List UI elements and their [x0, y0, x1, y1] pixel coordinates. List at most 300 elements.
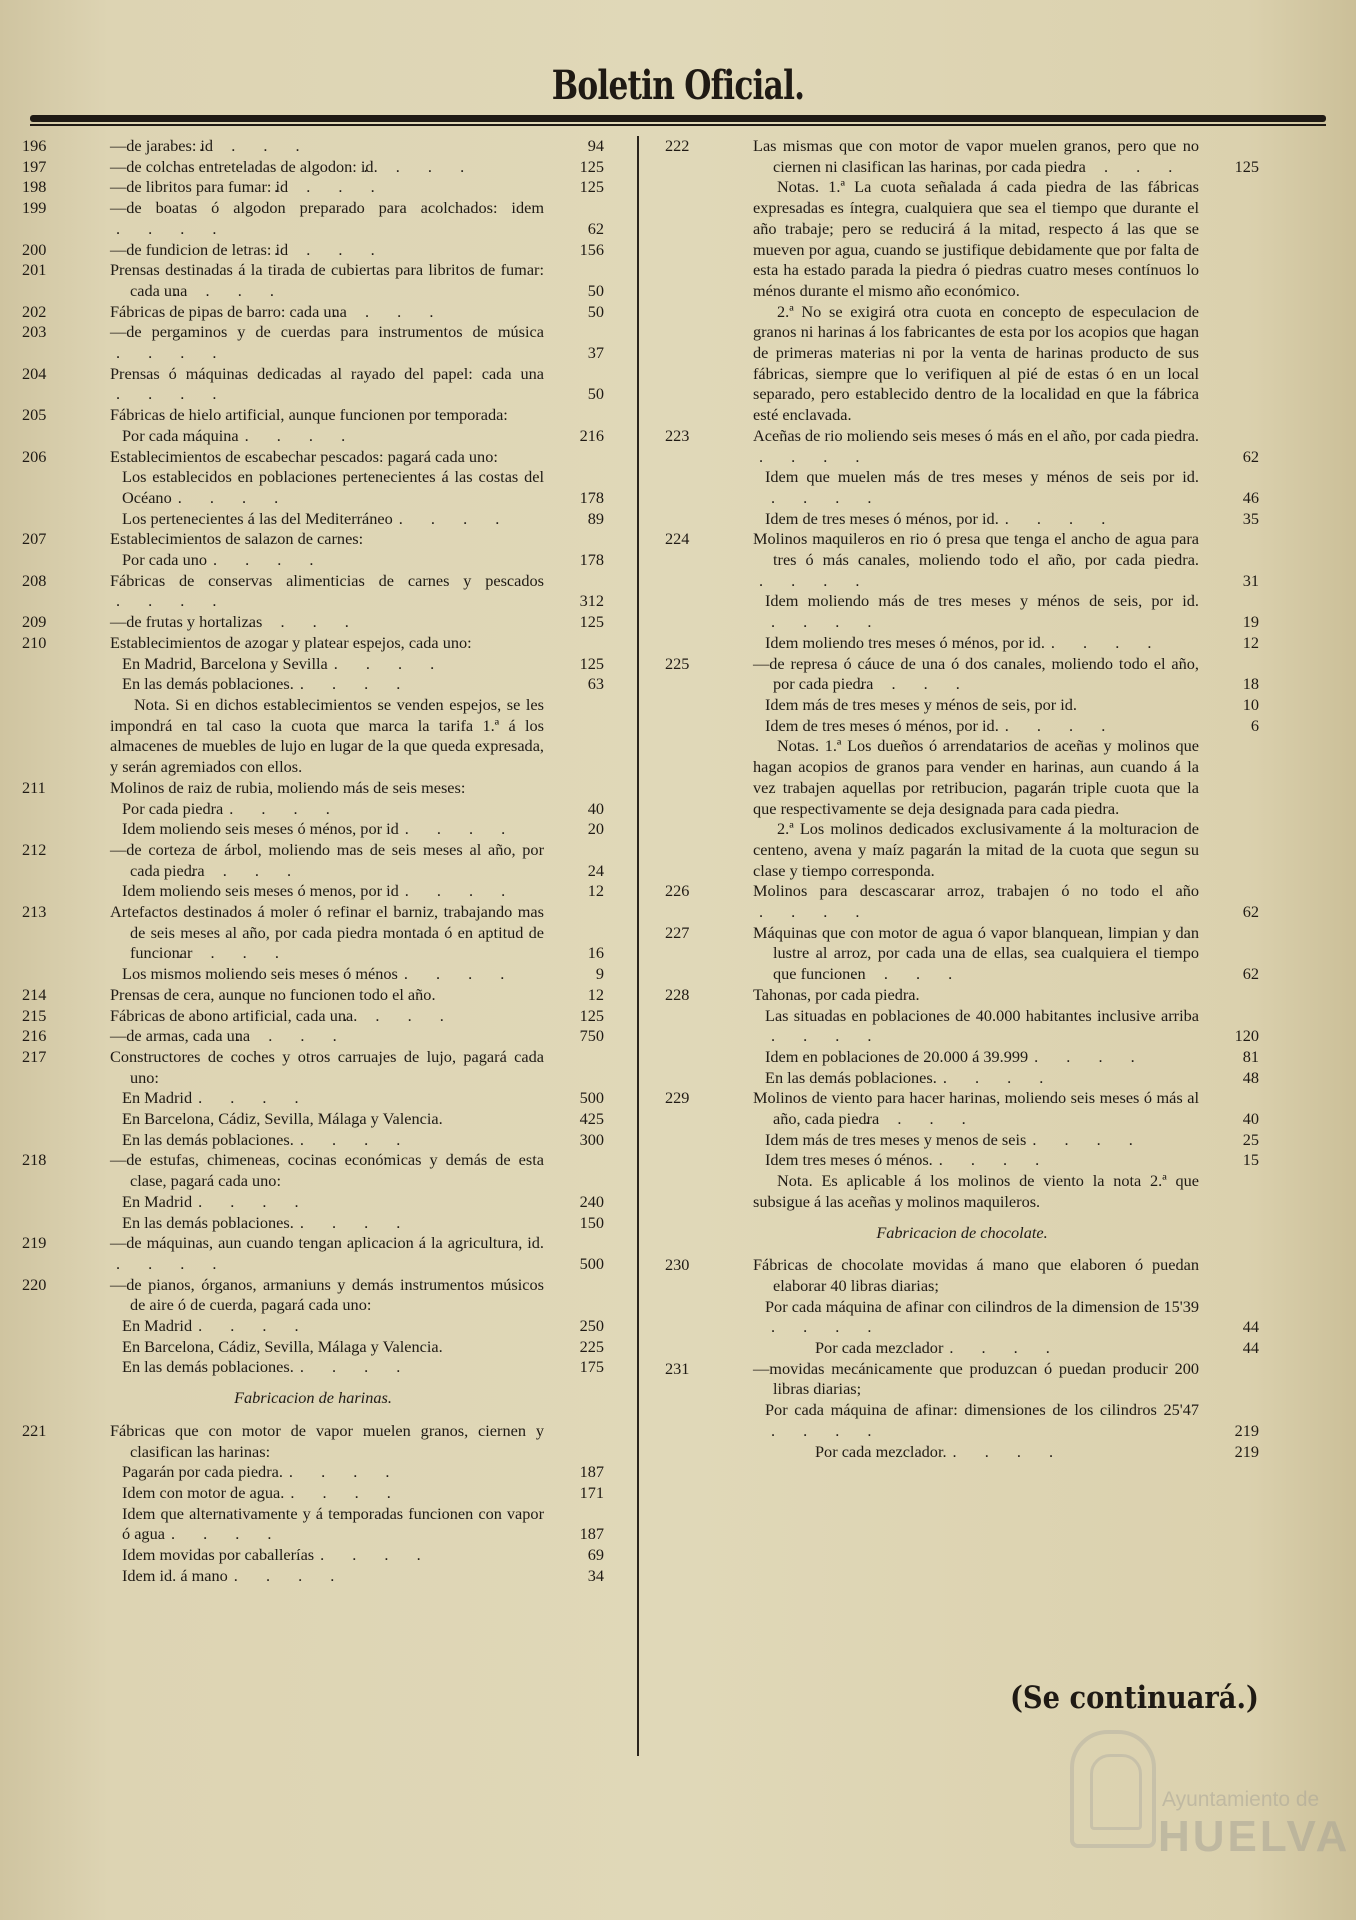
tariff-entry [22, 240, 604, 261]
tariff-entry [22, 819, 604, 840]
entry-value: 10 [1242, 694, 1259, 714]
entry-text: —de represa ó cáuce de una ó dos canales, moliendo todo el año, por cada piedra [753, 653, 1199, 694]
entry-value: 175 [579, 1357, 604, 1377]
tariff-entry [22, 529, 604, 550]
dot-leader: . . . . [290, 1483, 403, 1502]
dot-leader: . . . . [199, 136, 312, 155]
tariff-entry [22, 1192, 604, 1213]
tariff-entry [22, 447, 604, 468]
entry-number: 225 [665, 653, 690, 673]
column-divider [637, 136, 639, 1756]
entry-text: 2.ª Los molinos dedicados exclusivamente á la molturacion de centeno, avena y maíz pagarán la mitad de la cuota que segun su clase y tiempo corresponda. [753, 819, 1199, 880]
entry-text: —de libritos para fumar: id [110, 177, 289, 197]
entry-text: En las demás poblaciones. [122, 674, 294, 694]
entry-value: 37 [587, 343, 604, 363]
entry-text: Notas. 1.ª Los dueños ó arrendatarios de aceñas y molinos que hagan acopios de granos para vender en harinas, aun cuando á la vez trabajen aquellas por retribucion, pagarán triple cuota que la que respectivamente se deja designada para cada piedra. [753, 736, 1199, 818]
entry-value: 31 [1242, 570, 1259, 590]
tariff-entry [22, 571, 604, 612]
entry-text: Molinos para descascarar arroz, trabajen ó no todo el año [753, 881, 1199, 901]
entry-text: Idem de tres meses ó ménos, por id. [765, 508, 999, 528]
entry-text: Fábricas de pipas de barro: cada una [110, 301, 347, 321]
entry-value: 19 [1242, 612, 1259, 632]
entry-number: 231 [665, 1358, 690, 1378]
entry-number: 215 [22, 1005, 47, 1025]
entry-text: Los pertenecientes á las del Mediterráneo [122, 508, 393, 528]
entry-text: Idem moliendo seis meses ó menos, por id [122, 881, 399, 901]
dot-leader: . . . . [233, 1565, 347, 1585]
dot-leader: . . . . [404, 819, 518, 839]
dot-leader: . . . . [363, 156, 477, 176]
tariff-entry [22, 509, 604, 530]
tariff-entry [22, 1088, 604, 1109]
entry-text: En las demás poblaciones. [122, 1129, 294, 1149]
dot-leader: . . . . [403, 964, 517, 984]
dot-leader: . . . . [1004, 715, 1118, 735]
tariff-note [665, 1171, 1259, 1212]
entry-text: Idem que muelen más de tres meses y ménos de seis por id. [765, 467, 1199, 487]
tariff-entry [22, 902, 604, 964]
entry-value: 156 [579, 239, 604, 259]
dot-leader: . . . . [190, 860, 304, 880]
tariff-entry [665, 881, 1259, 922]
entry-text: Por cada uno [122, 550, 207, 570]
dot-leader: . . . . [173, 280, 286, 300]
tariff-entry [665, 467, 1259, 508]
entry-number: 210 [22, 632, 47, 652]
entry-text: Idem id. á mano [122, 1565, 228, 1585]
entry-number: 198 [22, 177, 47, 197]
entry-value: 50 [587, 384, 604, 404]
tariff-entry [22, 881, 604, 902]
entry-value: 44 [1242, 1317, 1259, 1337]
entry-number: 214 [22, 984, 47, 1004]
tariff-entry [665, 923, 1259, 985]
tariff-entry [22, 177, 604, 198]
tariff-note [665, 302, 1259, 426]
dot-leader: . . . . [178, 943, 291, 963]
tariff-entry [665, 1088, 1259, 1129]
tariff-entry [22, 778, 604, 799]
tariff-entry [22, 1316, 604, 1337]
dot-leader: . . . . [343, 1005, 456, 1025]
entry-value: 46 [1242, 487, 1259, 507]
entry-value: 225 [579, 1336, 604, 1356]
entry-value: 125 [1234, 156, 1259, 176]
entry-number: 209 [22, 612, 47, 632]
entry-number: 211 [22, 777, 46, 797]
dot-leader: . . . . [244, 425, 358, 445]
entry-text: Prensas de cera, aunque no funcionen todo el año. [110, 984, 436, 1004]
tariff-entry [22, 985, 604, 1006]
tariff-entry [665, 509, 1259, 530]
entry-value: 16 [587, 943, 604, 963]
tariff-entry [22, 1213, 604, 1234]
dot-leader: . . . . [759, 570, 872, 590]
tariff-entry [22, 1233, 604, 1274]
tariff-entry [22, 1275, 604, 1316]
entry-text: En las demás poblaciones. [122, 1357, 294, 1377]
header-rule-thin [30, 124, 1326, 126]
entry-number: 202 [22, 301, 47, 321]
entry-text: Pagarán por cada piedra. [122, 1462, 283, 1482]
section-heading: Fabricacion de chocolate. [876, 1222, 1048, 1242]
dot-leader: . . . . [170, 1524, 284, 1544]
entry-text: Nota. Es aplicable á los molinos de viento la nota 2.ª que subsigue á las aceñas y molinos maquileros. [753, 1171, 1199, 1211]
entry-text: Tahonas, por cada piedra. [753, 984, 920, 1004]
entry-text: Fábricas de conservas alimenticias de carnes y pescados [110, 570, 544, 590]
entry-text: Notas. 1.ª La cuota señalada á cada piedra de las fábricas expresadas es íntegra, cualquiera que sea el tiempo que durante el año trabaje; pero se reducirá á la mitad, respecto á las que se mueven por agua, cuando se justifique debidamente que por falta de esta ha estado parada la piedra ó piedras cuatro meses contínuos lo ménos durante el mismo año económico. [753, 177, 1199, 300]
entry-text: Por cada mezclador. [815, 1441, 947, 1461]
dot-leader: . . . . [1004, 508, 1118, 528]
entry-value: 24 [587, 860, 604, 880]
entry-number: 220 [22, 1274, 47, 1294]
entry-value: 62 [1242, 902, 1259, 922]
tariff-entry [665, 695, 1259, 716]
entry-text: Máquinas que con motor de agua ó vapor blanquean, limpian y dan lustre al arroz, por cada una de ellas, sea cualquiera el tiempo que funcionen [753, 922, 1199, 984]
entry-text: Fábricas que con motor de vapor muelen granos, ciernen y clasifican las harinas: [110, 1420, 544, 1461]
entry-number: 221 [22, 1420, 47, 1440]
entry-value: 216 [579, 425, 604, 445]
tariff-entry [665, 529, 1259, 591]
dot-leader: . . . . [771, 1317, 884, 1337]
tariff-entry [665, 591, 1259, 632]
entry-text: Las mismas que con motor de vapor muelen granos, pero que no ciernen ni clasifican las harinas, por cada piedra [753, 136, 1199, 176]
entry-text: —de boatas ó algodon preparado para acolchados: idem [110, 198, 544, 218]
tariff-entry [22, 799, 604, 820]
entry-text: Establecimientos de salazon de carnes: [110, 529, 364, 549]
entry-text: Molinos de viento para hacer harinas, moliendo seis meses ó más al año, cada piedra [753, 1088, 1199, 1129]
tariff-entry [665, 985, 1259, 1006]
dot-leader: . . . . [299, 1212, 413, 1232]
tariff-entry [22, 1566, 604, 1587]
entry-text: Establecimientos de escabechar pescados: pagará cada uno: [110, 446, 498, 466]
tariff-entry [22, 426, 604, 447]
entry-number: 200 [22, 239, 47, 259]
tariff-note [665, 177, 1259, 301]
dot-leader: . . . . [942, 1067, 1056, 1087]
entry-text: Molinos maquileros en rio ó presa que tenga el ancho de agua para tres ó más canales, moliendo todo el año, por cada piedra. [753, 529, 1199, 570]
entry-number: 230 [665, 1255, 690, 1275]
dot-leader: . . . . [213, 550, 326, 570]
entry-text: En las demás poblaciones. [765, 1067, 937, 1087]
entry-text: En Barcelona, Cádiz, Sevilla, Málaga y Valencia. [122, 1336, 443, 1356]
watermark-line2: HUELVA [1158, 1812, 1351, 1861]
dot-leader: . . . . [116, 591, 229, 611]
tariff-entry [22, 1545, 604, 1566]
dot-leader: . . . . [398, 508, 512, 528]
entry-text: —de máquinas, aun cuando tengan aplicacion á la agricultura, id. [110, 1233, 544, 1253]
entry-value: 178 [579, 550, 604, 570]
entry-value: 500 [579, 1088, 604, 1108]
dot-leader: . . . . [248, 612, 361, 632]
entry-text: Constructores de coches y otros carruajes de lujo, pagará cada uno: [110, 1046, 544, 1087]
entry-text: —de estufas, chimeneas, cocinas económicas y demás de esta clase, pagará cada uno: [110, 1150, 544, 1191]
entry-value: 12 [587, 881, 604, 901]
dot-leader: . . . . [859, 674, 972, 694]
entry-value: 125 [579, 156, 604, 176]
tariff-entry [665, 633, 1259, 654]
dot-leader: . . . . [299, 1357, 413, 1377]
entry-value: 250 [579, 1316, 604, 1336]
entry-number: 216 [22, 1026, 47, 1046]
tariff-entry [22, 964, 604, 985]
dot-leader: . . . . [952, 1441, 1066, 1461]
entry-text: Establecimientos de azogar y platear espejos, cada uno: [110, 632, 472, 652]
entry-value: 25 [1242, 1129, 1259, 1149]
tariff-note [22, 695, 604, 778]
dot-leader: . . . . [771, 1420, 884, 1440]
entry-value: 50 [587, 280, 604, 300]
tariff-note [665, 736, 1259, 819]
entry-number: 229 [665, 1088, 690, 1108]
tariff-entry [665, 716, 1259, 737]
tariff-entry [22, 1504, 604, 1545]
dot-leader: . . . . [759, 902, 872, 922]
tariff-entry [22, 1130, 604, 1151]
entry-value: 40 [1242, 1109, 1259, 1129]
left-column [22, 136, 604, 1587]
entry-value: 81 [1242, 1046, 1259, 1066]
entry-value: 40 [587, 798, 604, 818]
dot-leader: . . . . [177, 487, 291, 507]
entry-number: 222 [665, 136, 690, 155]
entry-number: 199 [22, 198, 47, 218]
entry-text: En Barcelona, Cádiz, Sevilla, Málaga y Valencia. [122, 1109, 443, 1129]
entry-text: Aceñas de rio moliendo seis meses ó más en el año, por cada piedra. [753, 425, 1199, 445]
dot-leader: . . . . [299, 674, 413, 694]
entry-value: 125 [579, 612, 604, 632]
entry-text: —movidas mecánicamente que produzcan ó puedan producir 200 libras diarias; [753, 1358, 1199, 1399]
entry-text: —de corteza de árbol, moliendo mas de seis meses al año, por cada piedra [110, 839, 544, 880]
tariff-entry [665, 1359, 1259, 1400]
dot-leader: . . . . [288, 1462, 402, 1482]
dot-leader: . . . . [236, 1026, 349, 1046]
entry-value: 63 [587, 674, 604, 694]
entry-number: 207 [22, 529, 47, 549]
entry-value: 89 [587, 508, 604, 528]
tariff-entry [22, 1462, 604, 1483]
coat-of-arms-icon [1070, 1730, 1156, 1848]
entry-text: Los establecidos en poblaciones pertenecientes á las costas del Océano [122, 467, 544, 507]
tariff-entry [22, 1006, 604, 1027]
dot-leader: . . . . [1032, 1129, 1145, 1149]
tariff-entry [22, 674, 604, 695]
dot-leader: . . . . [198, 1191, 311, 1211]
entry-text: Nota. Si en dichos establecimientos se venden espejos, se les impondrá en tal caso la cuota que marca la tarifa 1.ª á los almacenes de muebles de lujo en lugar de la que queda expresada, y serán agremiados con ellos. [110, 694, 544, 777]
entry-value: 34 [587, 1565, 604, 1585]
entry-value: 62 [1242, 964, 1259, 984]
tariff-entry [22, 550, 604, 571]
entry-value: 50 [587, 301, 604, 321]
entry-value: 750 [579, 1026, 604, 1046]
entry-number: 204 [22, 363, 47, 383]
watermark-line1: Ayuntamiento de [1162, 1788, 1320, 1811]
watermark-logo [1070, 1730, 1351, 1880]
tariff-entry [665, 426, 1259, 467]
tariff-entry [22, 260, 604, 301]
entry-text: Fábricas de chocolate movidas á mano que elaboren ó puedan elaborar 40 libras diarias; [753, 1255, 1199, 1295]
dot-leader: . . . . [116, 1253, 229, 1273]
dot-leader: . . . . [198, 1088, 311, 1108]
entry-text: —de frutas y hortalizas [110, 612, 263, 632]
tariff-entry [665, 1068, 1259, 1089]
entry-value: 125 [579, 177, 604, 197]
page-title: Boletin Oficial. [551, 62, 805, 109]
dot-leader: . . . . [332, 301, 446, 321]
entry-value: 171 [579, 1483, 604, 1502]
entry-text: Molinos de raiz de rubia, moliendo más de seis meses: [110, 777, 466, 797]
entry-number: 217 [22, 1046, 47, 1066]
tariff-entry [22, 364, 604, 405]
dot-leader: . . . . [851, 964, 965, 984]
tariff-entry [22, 633, 604, 654]
entry-value: 120 [1234, 1026, 1259, 1046]
entry-number: 227 [665, 922, 690, 942]
section-heading: Fabricacion de harinas. [234, 1388, 392, 1408]
entry-value: 312 [579, 591, 604, 611]
entry-text: —de fundicion de letras: id [110, 239, 289, 259]
tariff-entry [22, 157, 604, 178]
dot-leader: . . . . [116, 384, 229, 404]
dot-leader: . . . . [949, 1338, 1062, 1358]
tariff-entry [22, 405, 604, 426]
entry-value: 35 [1242, 508, 1259, 528]
dot-leader: . . . . [771, 487, 884, 507]
entry-number: 212 [22, 839, 47, 859]
entry-text: Idem que alternativamente y á temporadas funcionen con vapor ó agua [122, 1503, 544, 1544]
entry-text: En Madrid [122, 1316, 193, 1336]
tariff-entry [22, 1109, 604, 1130]
entry-value: 12 [1242, 632, 1259, 652]
tariff-entry [22, 654, 604, 675]
entry-text: Los mismos moliendo seis meses ó ménos [122, 964, 398, 984]
entry-text: Por cada máquina [122, 425, 239, 445]
tariff-entry [22, 1357, 604, 1378]
entry-value: 15 [1242, 1150, 1259, 1170]
tariff-entry [22, 1483, 604, 1504]
tariff-entry [22, 467, 604, 508]
entry-text: Idem más de tres meses y menos de seis [765, 1129, 1027, 1149]
entry-text: —de pergaminos y de cuerdas para instrumentos de música [110, 322, 544, 342]
entry-text: Fábricas de abono artificial, cada una. [110, 1005, 358, 1025]
entry-number: 223 [665, 425, 690, 445]
tariff-entry [665, 1255, 1259, 1296]
right-column [665, 136, 1259, 1462]
dot-leader: . . . . [1034, 1046, 1147, 1066]
entry-text: Idem tres meses ó ménos. [765, 1150, 933, 1170]
entry-value: 69 [587, 1545, 604, 1565]
entry-text: Idem moliendo tres meses ó ménos, por id. [765, 632, 1045, 652]
entry-number: 228 [665, 984, 690, 1004]
tariff-entry [665, 1006, 1259, 1047]
tariff-note [665, 819, 1259, 881]
entry-text: Prensas destinadas á la tirada de cubiertas para libritos de fumar: cada una [110, 260, 544, 300]
dot-leader: . . . . [938, 1150, 1052, 1170]
tariff-entry [22, 1421, 604, 1462]
entry-number: 218 [22, 1150, 47, 1170]
entry-value: 219 [1234, 1441, 1259, 1461]
tariff-entry [22, 840, 604, 881]
entry-text: Idem moliendo más de tres meses y ménos de seis, por id. [765, 591, 1199, 611]
tariff-entry [665, 1130, 1259, 1151]
entry-text: Por cada piedra [122, 798, 224, 818]
tariff-entry [665, 1150, 1259, 1171]
entry-text: Idem movidas por caballerías [122, 1545, 315, 1565]
entry-value: 187 [579, 1524, 604, 1544]
dot-leader: . . . . [274, 177, 387, 197]
dot-leader: . . . . [771, 612, 884, 632]
dot-leader: . . . . [229, 798, 342, 818]
dot-leader: . . . . [865, 1109, 978, 1129]
entry-text: Idem moliendo seis meses ó ménos, por id [122, 819, 399, 839]
entry-text: Las situadas en poblaciones de 40.000 habitantes inclusive arriba [765, 1005, 1199, 1025]
dot-leader: . . . . [771, 1026, 884, 1046]
entry-value: 178 [579, 487, 604, 507]
entry-value: 125 [579, 1005, 604, 1025]
tariff-entry [22, 322, 604, 363]
entry-number: 205 [22, 405, 47, 425]
entry-text: —de colchas entreteladas de algodon: id. [110, 156, 378, 176]
tariff-entry [22, 136, 604, 157]
continues-note: (Se continuará.) [1010, 1680, 1259, 1716]
entry-value: 500 [579, 1253, 604, 1273]
entry-value: 150 [579, 1212, 604, 1232]
entry-number: 219 [22, 1233, 47, 1253]
tariff-entry [665, 1297, 1259, 1338]
entry-value: 62 [587, 218, 604, 238]
entry-value: 125 [579, 653, 604, 673]
tariff-entry [22, 302, 604, 323]
entry-text: En Madrid [122, 1191, 193, 1211]
entry-text: Por cada máquina de afinar: dimensiones de los cilindros 25'47 [765, 1400, 1199, 1420]
dot-leader: . . . . [274, 239, 387, 259]
dot-leader: . . . . [320, 1545, 433, 1565]
dot-leader: . . . . [198, 1316, 311, 1336]
dot-leader: . . . . [1071, 156, 1185, 176]
entry-text: Idem con motor de agua. [122, 1483, 285, 1502]
entry-number: 213 [22, 902, 47, 922]
entry-value: 425 [579, 1109, 604, 1129]
entry-value: 187 [579, 1462, 604, 1482]
tariff-entry [22, 1047, 604, 1088]
entry-value: 9 [595, 964, 604, 984]
tariff-entry [22, 1337, 604, 1358]
entry-value: 18 [1242, 674, 1259, 694]
dot-leader: . . . . [1050, 632, 1164, 652]
entry-text: —de pianos, órganos, armaniuns y demás instrumentos músicos de aire ó de cuerda, pagará cada uno: [110, 1274, 544, 1315]
dot-leader: . . . . [333, 653, 447, 673]
entry-value: 94 [587, 136, 604, 155]
entry-text: —de armas, cada una [110, 1026, 251, 1046]
tariff-entry [22, 1150, 604, 1191]
entry-text: En Madrid [122, 1088, 193, 1108]
entry-value: 240 [579, 1191, 604, 1211]
entry-text: —de jarabes: id [110, 136, 214, 155]
entry-text: Fábricas de hielo artificial, aunque funcionen por temporada: [110, 405, 508, 425]
entry-value: 44 [1242, 1338, 1259, 1358]
tariff-entry [665, 1442, 1259, 1463]
entry-text: 2.ª No se exigirá otra cuota en concepto de especulacion de granos ni harinas á los fabricantes de esta por los acopios que hagan de primeras materias ni por la venta de harinas producto de sus fábricas, siempre que lo verifiquen al pié de estas ó en un local separado, pero establecido dentro de la localidad en que la fábrica esté enclavada. [753, 301, 1199, 425]
entry-value: 219 [1234, 1420, 1259, 1440]
entry-text: Por cada máquina de afinar con cilindros de la dimension de 15'39 [765, 1296, 1199, 1316]
entry-number: 208 [22, 570, 47, 590]
tariff-entry [665, 1400, 1259, 1441]
entry-text: En Madrid, Barcelona y Sevilla [122, 653, 328, 673]
entry-value: 300 [579, 1129, 604, 1149]
entry-text: Por cada mezclador [815, 1338, 944, 1358]
entry-number: 206 [22, 446, 47, 466]
tariff-entry [665, 1338, 1259, 1359]
